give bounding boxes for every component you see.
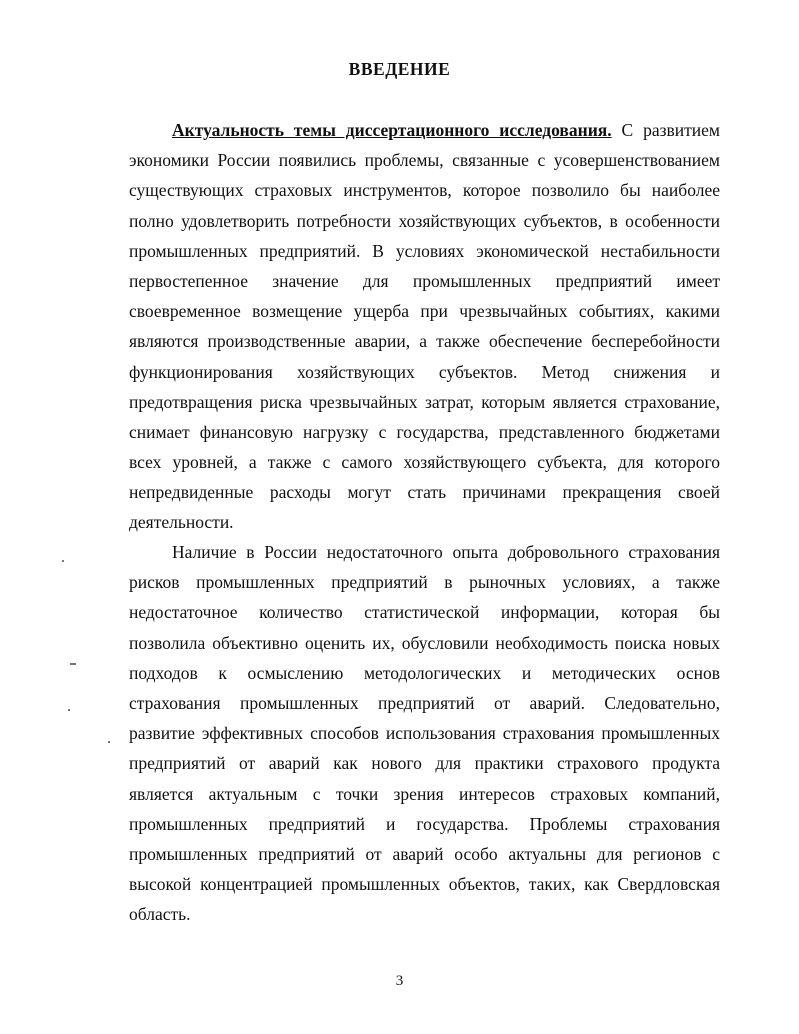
scan-speck (70, 663, 76, 665)
paragraph-line: является актуальным с точки зрения интересов страховых компаний, (129, 783, 720, 804)
paragraph-line: предотвращения риска чрезвычайных затрат, которым является страхование, (129, 391, 720, 412)
paragraph-line: промышленных предприятий. В условиях экономической нестабильности (129, 240, 720, 261)
paragraph-line: область. (129, 904, 191, 925)
paragraph-line: развитие эффективных способов использования страхования промышленных (129, 723, 720, 744)
paragraph-line: позволила объективно оценить их, обусловили необходимость поиска новых (129, 632, 720, 653)
paragraph-line: существующих страховых инструментов, которое позволило бы наиболее (129, 180, 720, 201)
paragraph-experience (129, 537, 720, 929)
paragraph-line: первостепенное значение для промышленных предприятий имеет (129, 270, 720, 291)
paragraph-line: являются производственные аварии, а также обеспечение бесперебойности (129, 331, 720, 352)
paragraph-line: полно удовлетворить потребности хозяйствующих субъектов, в особенности (129, 210, 720, 231)
scan-speck (108, 741, 110, 743)
paragraph-line: страхования промышленных предприятий от аварий. Следовательно, (129, 692, 720, 713)
paragraph-line: предприятий от аварий как нового для практики страхового продукта (129, 753, 720, 774)
paragraph-line: всех уровней, а также с самого хозяйствующего субъекта, для которого (129, 452, 720, 473)
scan-speck (62, 560, 64, 562)
paragraph-line: экономики России появились проблемы, связанные с усовершенствованием (129, 150, 720, 171)
paragraph-line: Наличие в России недостаточного опыта добровольного страхования (172, 542, 720, 562)
bold-lead-phrase: Актуальность темы диссертационного исследования. (172, 120, 612, 140)
paragraph-line: функционирования хозяйствующих субъектов. Метод снижения и (129, 361, 720, 382)
paragraph-line: непредвиденные расходы могут стать причинами прекращения своей (129, 482, 720, 503)
paragraph-relevance (129, 115, 720, 538)
paragraph-line (129, 115, 720, 145)
paragraph-line: деятельности. (129, 512, 234, 533)
page-number: 3 (395, 973, 404, 989)
paragraph-line: высокой концентрацией промышленных объектов, таких, как Свердловская (129, 874, 720, 895)
paragraph-line: недостаточное количество статистической информации, которая бы (129, 602, 720, 623)
page-heading: ВВЕДЕНИЕ (348, 59, 451, 79)
paragraph-line: снимает финансовую нагрузку с государства, представленного бюджетами (129, 421, 720, 442)
paragraph-line: подходов к осмыслению методологических и методических основ (129, 662, 720, 683)
paragraph-line: своевременное возмещение ущерба при чрезвычайных событиях, какими (129, 301, 720, 322)
scan-speck (68, 709, 70, 711)
line-text: С развитием (611, 120, 720, 140)
paragraph-line: рисков промышленных предприятий в рыночных условиях, а также (129, 572, 720, 593)
paragraph-line: промышленных предприятий и государства. Проблемы страхования (129, 813, 720, 834)
paragraph-line: промышленных предприятий от аварий особо актуальны для регионов с (129, 843, 720, 864)
